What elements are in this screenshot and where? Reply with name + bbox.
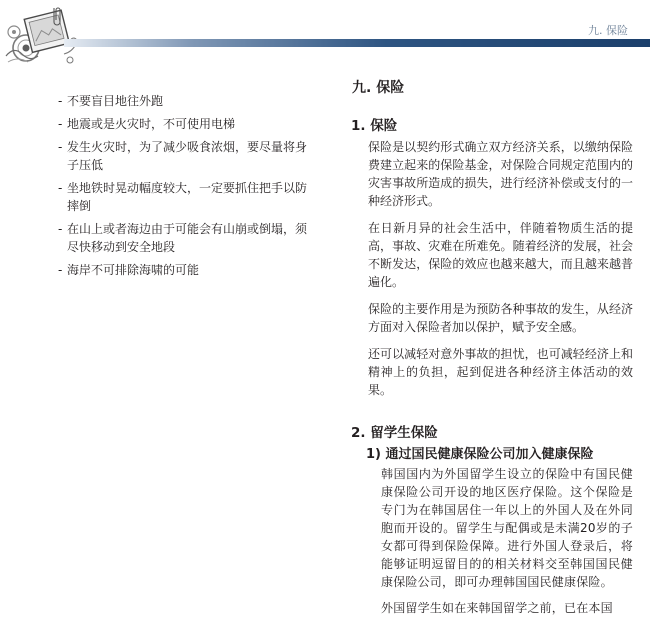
- paragraph: 韩国国内为外国留学生设立的保险中有国民健康保险公司开设的地区医疗保险。这个保险是专门为在韩国居住一年以上的外国人及在外同胞而开设的。留学生与配偶或是未满20岁的子女都可得到保险保障。进行外国人登录后，将能够证明逗留目的的相关材料交至韩国国民健康保险公司，即可办理韩国国民健康保险。: [381, 467, 633, 589]
- section-title: 1. 保险: [351, 118, 398, 134]
- list-item: - 不要盲目地往外跑: [58, 94, 164, 108]
- section-title: 2. 留学生保险: [351, 425, 438, 441]
- header-rule: [64, 39, 650, 47]
- left-column: [58, 92, 316, 284]
- list-item: - 坐地铁时晃动幅度较大，一定要抓住把手以防摔倒: [58, 181, 308, 213]
- section-insurance: [351, 117, 633, 399]
- paragraph: 还可以减轻对意外事故的担忧，也可减轻经济上和精神上的负担，起到促进各种经济主体活动的效果。: [368, 347, 633, 397]
- paragraph: 保险是以契约形式确立双方经济关系，以缴纳保险费建立起来的保险基金，对保险合同规定范围内的灾害事故所造成的损失，进行经济补偿或支付的一种经济形式。: [368, 140, 633, 208]
- list-item: - 发生火灾时，为了减少吸食浓烟，要尽量将身子压低: [58, 140, 308, 172]
- paragraph: 保险的主要作用是为预防各种事故的发生，从经济方面对入保险者加以保护，赋予安全感。: [368, 302, 633, 334]
- safety-tips-list: [58, 92, 316, 279]
- scrapbook-frame-icon: [4, 4, 82, 68]
- chapter-title: 九. 保险: [352, 80, 405, 96]
- section-student-insurance: [351, 424, 633, 617]
- list-item: - 地震或是火灾时，不可使用电梯: [58, 117, 236, 131]
- paragraph: 外国留学生如在来韩国留学之前，已在本国: [381, 601, 613, 615]
- right-column: [351, 78, 633, 618]
- paragraph: 在日新月异的社会生活中，伴随着物质生活的提高，事故、灾难在所难免。随着经济的发展，社会不断发达，保险的效应也越来越大，而且越来越普遍化。: [368, 221, 633, 289]
- running-head: 九. 保险: [588, 24, 628, 37]
- subsection-title: 1) 通过国民健康保险公司加入健康保险: [366, 447, 594, 462]
- list-item: - 海岸不可排除海啸的可能: [58, 263, 200, 277]
- list-item: - 在山上或者海边由于可能会有山崩或倒塌，须尽快移动到安全地段: [58, 222, 308, 254]
